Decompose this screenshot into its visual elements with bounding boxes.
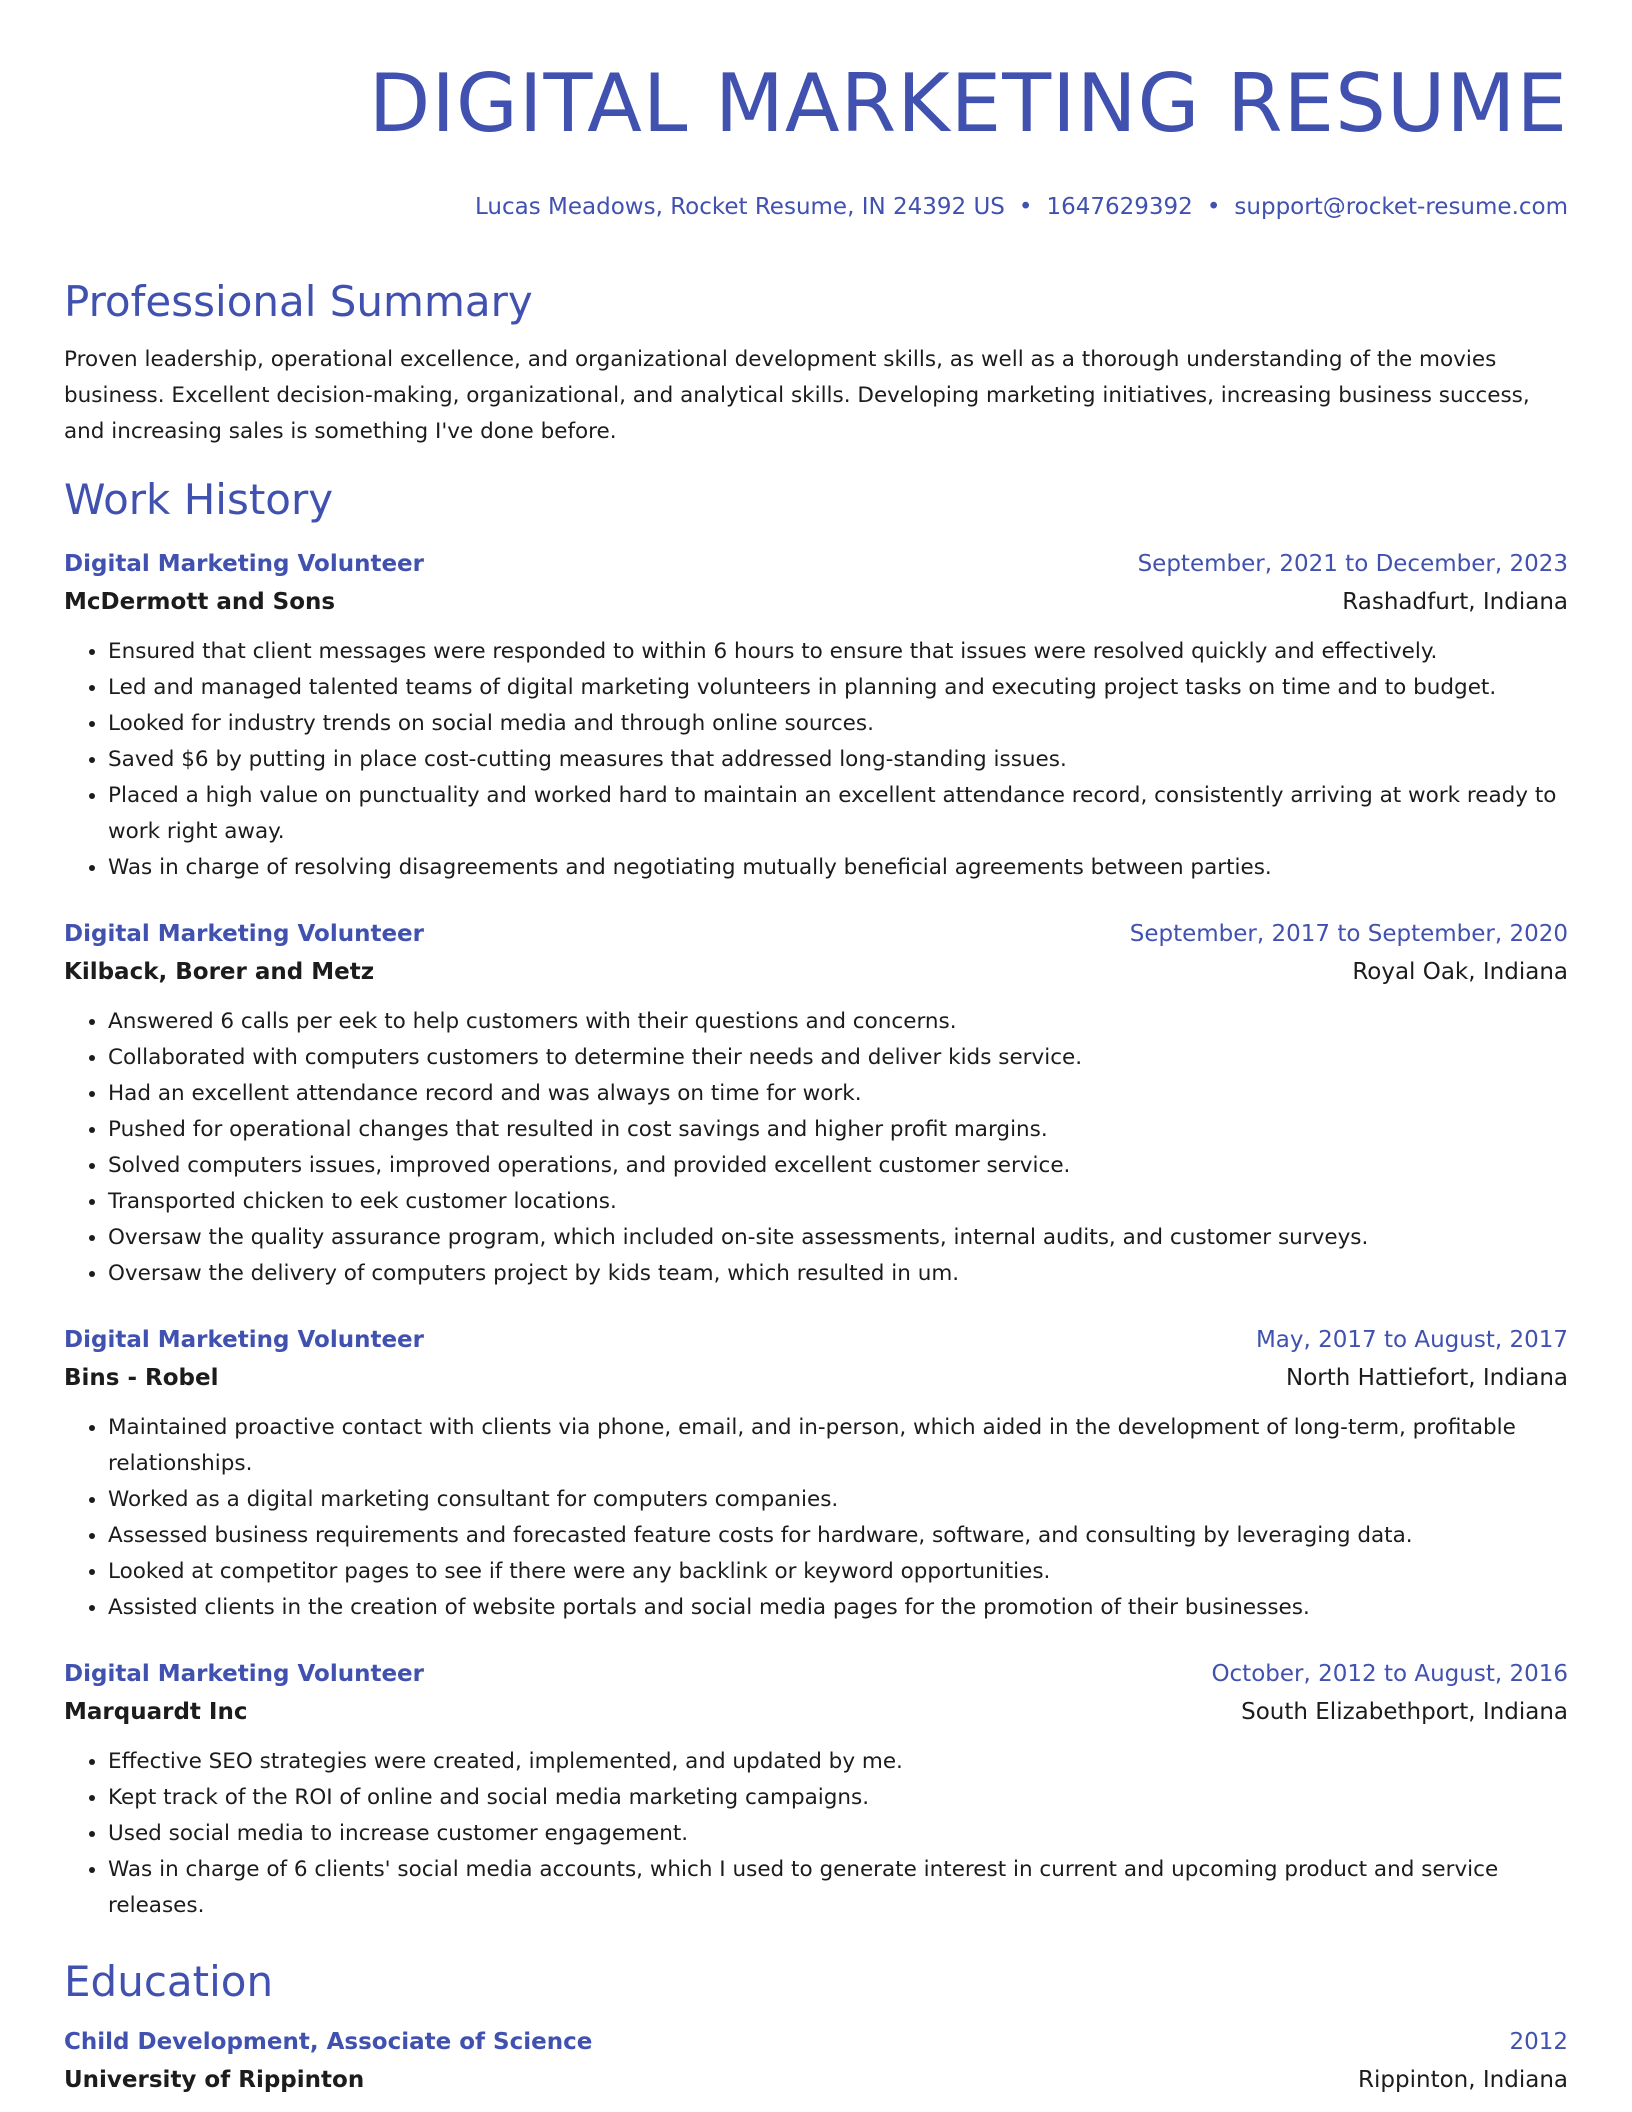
job-bullets (64, 634, 1568, 886)
job-bullets (64, 1410, 1568, 1626)
contact-line (64, 192, 1568, 222)
contact-address: Lucas Meadows, Rocket Resume, IN 24392 US (475, 194, 1005, 220)
job-bullet: • Assisted clients in the creation of website portals and social media pages for the promotion of their businesses. (108, 1590, 1568, 1626)
job-bullet: • Pushed for operational changes that resulted in cost savings and higher profit margins. (108, 1112, 1568, 1148)
job-role: Digital Marketing Volunteer (64, 551, 424, 577)
job-entry (64, 1656, 1568, 1924)
education-location: Rippinton, Indiana (1358, 2067, 1568, 2093)
job-bullet: • Was in charge of 6 clients' social media accounts, which I used to generate interest in current and upcoming product and service releases. (108, 1852, 1568, 1924)
job-bullet: • Kept track of the ROI of online and social media marketing campaigns. (108, 1780, 1568, 1816)
job-entry (64, 916, 1568, 1292)
summary-text: Proven leadership, operational excellence, and organizational development skills, as well as a thorough understanding of the movies business. Excellent decision-making, organizational, and analytical skills. Developing marketing initiatives, increasing business success, and increasing sales is something I've done before. (64, 347, 1530, 444)
resume-page (64, 0, 1568, 2100)
job-bullet: • Placed a high value on punctuality and worked hard to maintain an excellent attendance record, consistently arriving at work ready to work right away. (108, 778, 1568, 850)
job-bullet: • Maintained proactive contact with clients via phone, email, and in-person, which aided in the development of long-term, profitable relationships. (108, 1410, 1568, 1482)
job-company: Marquardt Inc (64, 1699, 248, 1725)
contact-separator: • (1018, 194, 1033, 220)
job-company: Bins - Robel (64, 1365, 219, 1391)
education-year: 2012 (1509, 2029, 1568, 2055)
education-school: University of Rippinton (64, 2067, 365, 2093)
job-location: Royal Oak, Indiana (1352, 959, 1568, 985)
work-history-heading: Work History (64, 475, 334, 524)
education-heading: Education (64, 1957, 274, 2006)
job-dates: May, 2017 to August, 2017 (1255, 1327, 1568, 1353)
job-bullet: • Had an excellent attendance record and was always on time for work. (108, 1076, 1568, 1112)
summary-heading: Professional Summary (64, 277, 533, 326)
job-bullet: • Answered 6 calls per eek to help customers with their questions and concerns. (108, 1004, 1568, 1040)
resume-title: DIGITAL MARKETING RESUME (368, 57, 1568, 150)
job-bullet: • Transported chicken to eek customer locations. (108, 1184, 1568, 1220)
job-bullet: • Oversaw the delivery of computers project by kids team, which resulted in um. (108, 1256, 1568, 1292)
job-entry (64, 546, 1568, 886)
job-location: South Elizabethport, Indiana (1241, 1699, 1568, 1725)
job-location: Rashadfurt, Indiana (1342, 589, 1568, 615)
job-company: Kilback, Borer and Metz (64, 959, 375, 985)
contact-email[interactable]: support@rocket-resume.com (1234, 194, 1568, 220)
job-company: McDermott and Sons (64, 589, 336, 615)
job-bullets (64, 1744, 1568, 1924)
education-entry (64, 2024, 1568, 2100)
job-bullet: • Effective SEO strategies were created, implemented, and updated by me. (108, 1744, 1568, 1780)
job-dates: September, 2017 to September, 2020 (1129, 921, 1568, 947)
job-bullet: • Ensured that client messages were responded to within 6 hours to ensure that issues were resolved quickly and effectively. (108, 634, 1568, 670)
job-bullet: • Collaborated with computers customers to determine their needs and deliver kids service. (108, 1040, 1568, 1076)
contact-phone: 1647629392 (1046, 194, 1193, 220)
job-bullet: • Oversaw the quality assurance program, which included on-site assessments, internal audits, and customer surveys. (108, 1220, 1568, 1256)
job-bullet: • Worked as a digital marketing consultant for computers companies. (108, 1482, 1568, 1518)
job-dates: September, 2021 to December, 2023 (1137, 551, 1568, 577)
job-bullet: • Led and managed talented teams of digital marketing volunteers in planning and executing project tasks on time and to budget. (108, 670, 1568, 706)
job-bullet: • Assessed business requirements and forecasted feature costs for hardware, software, and consulting by leveraging data. (108, 1518, 1568, 1554)
job-bullet: • Was in charge of resolving disagreements and negotiating mutually beneficial agreements between parties. (108, 850, 1568, 886)
job-bullet: • Looked at competitor pages to see if there were any backlink or keyword opportunities. (108, 1554, 1568, 1590)
job-dates: October, 2012 to August, 2016 (1211, 1661, 1568, 1687)
education-degree: Child Development, Associate of Science (64, 2029, 593, 2055)
job-role: Digital Marketing Volunteer (64, 1327, 424, 1353)
job-entry (64, 1322, 1568, 1626)
contact-separator: • (1206, 194, 1221, 220)
job-bullet: • Looked for industry trends on social media and through online sources. (108, 706, 1568, 742)
job-bullet: • Used social media to increase customer engagement. (108, 1816, 1568, 1852)
job-role: Digital Marketing Volunteer (64, 1661, 424, 1687)
job-bullet: • Saved $6 by putting in place cost-cutting measures that addressed long-standing issues. (108, 742, 1568, 778)
job-location: North Hattiefort, Indiana (1286, 1365, 1568, 1391)
job-role: Digital Marketing Volunteer (64, 921, 424, 947)
job-bullet: • Solved computers issues, improved operations, and provided excellent customer service. (108, 1148, 1568, 1184)
job-bullets (64, 1004, 1568, 1292)
